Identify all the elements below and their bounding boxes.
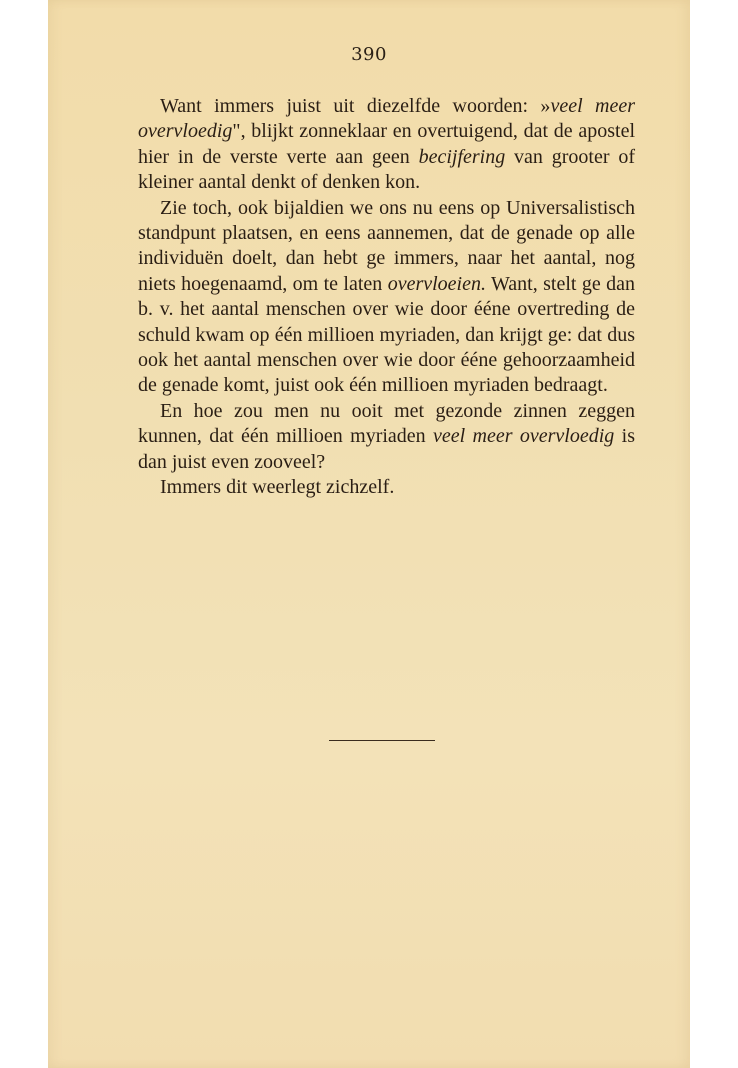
text-segment: En hoe zou men nu ooit met gezonde zinnen zeggen kunnen, dat één millioen myriaden: [138, 399, 635, 448]
italic-phrase: overvloeien.: [387, 272, 486, 295]
text-segment: ", blijkt zonneklaar en overtuigend, dat de apostel hier in de verste verte aan geen: [138, 120, 635, 168]
section-divider-rule: [329, 740, 435, 741]
text-segment: Want immers juist uit diezelfde woorden: »: [160, 95, 551, 117]
italic-phrase: becijfering: [418, 145, 506, 168]
paragraph-1: [138, 94, 635, 196]
text-segment: is dan juist even zooveel?: [138, 425, 635, 473]
text-segment: Want, stelt ge dan b. v. het aantal menschen over wie door ééne overtreding de schuld kwam op één millioen myriaden, dan krijgt ge: dat dus ook het aantal menschen over wie door ééne gehoorzaamheid de genade komt, juist ook één millioen myriaden bedraagt.: [138, 272, 635, 397]
italic-phrase: veel meer overvloedig: [433, 425, 615, 448]
text-segment: van grooter of kleiner aantal denkt of denken kon.: [138, 145, 635, 194]
paragraph-3: [138, 399, 635, 475]
paragraph-4: [138, 475, 635, 500]
body-text: [138, 94, 635, 501]
text-segment: Zie toch, ook bijaldien we ons nu eens op Universalistisch standpunt plaatsen, en eens aannemen, dat de genade op alle individuën doelt, dan hebt ge immers, naar het aantal, nog niets hoegenaamd, om te laten: [138, 196, 635, 295]
italic-phrase: veel meer overvloedig: [138, 95, 635, 143]
book-page: [48, 0, 690, 1068]
paragraph-2: [138, 196, 635, 399]
page-number: 390: [351, 44, 387, 65]
text-segment: Immers dit weerlegt zichzelf.: [160, 476, 395, 499]
